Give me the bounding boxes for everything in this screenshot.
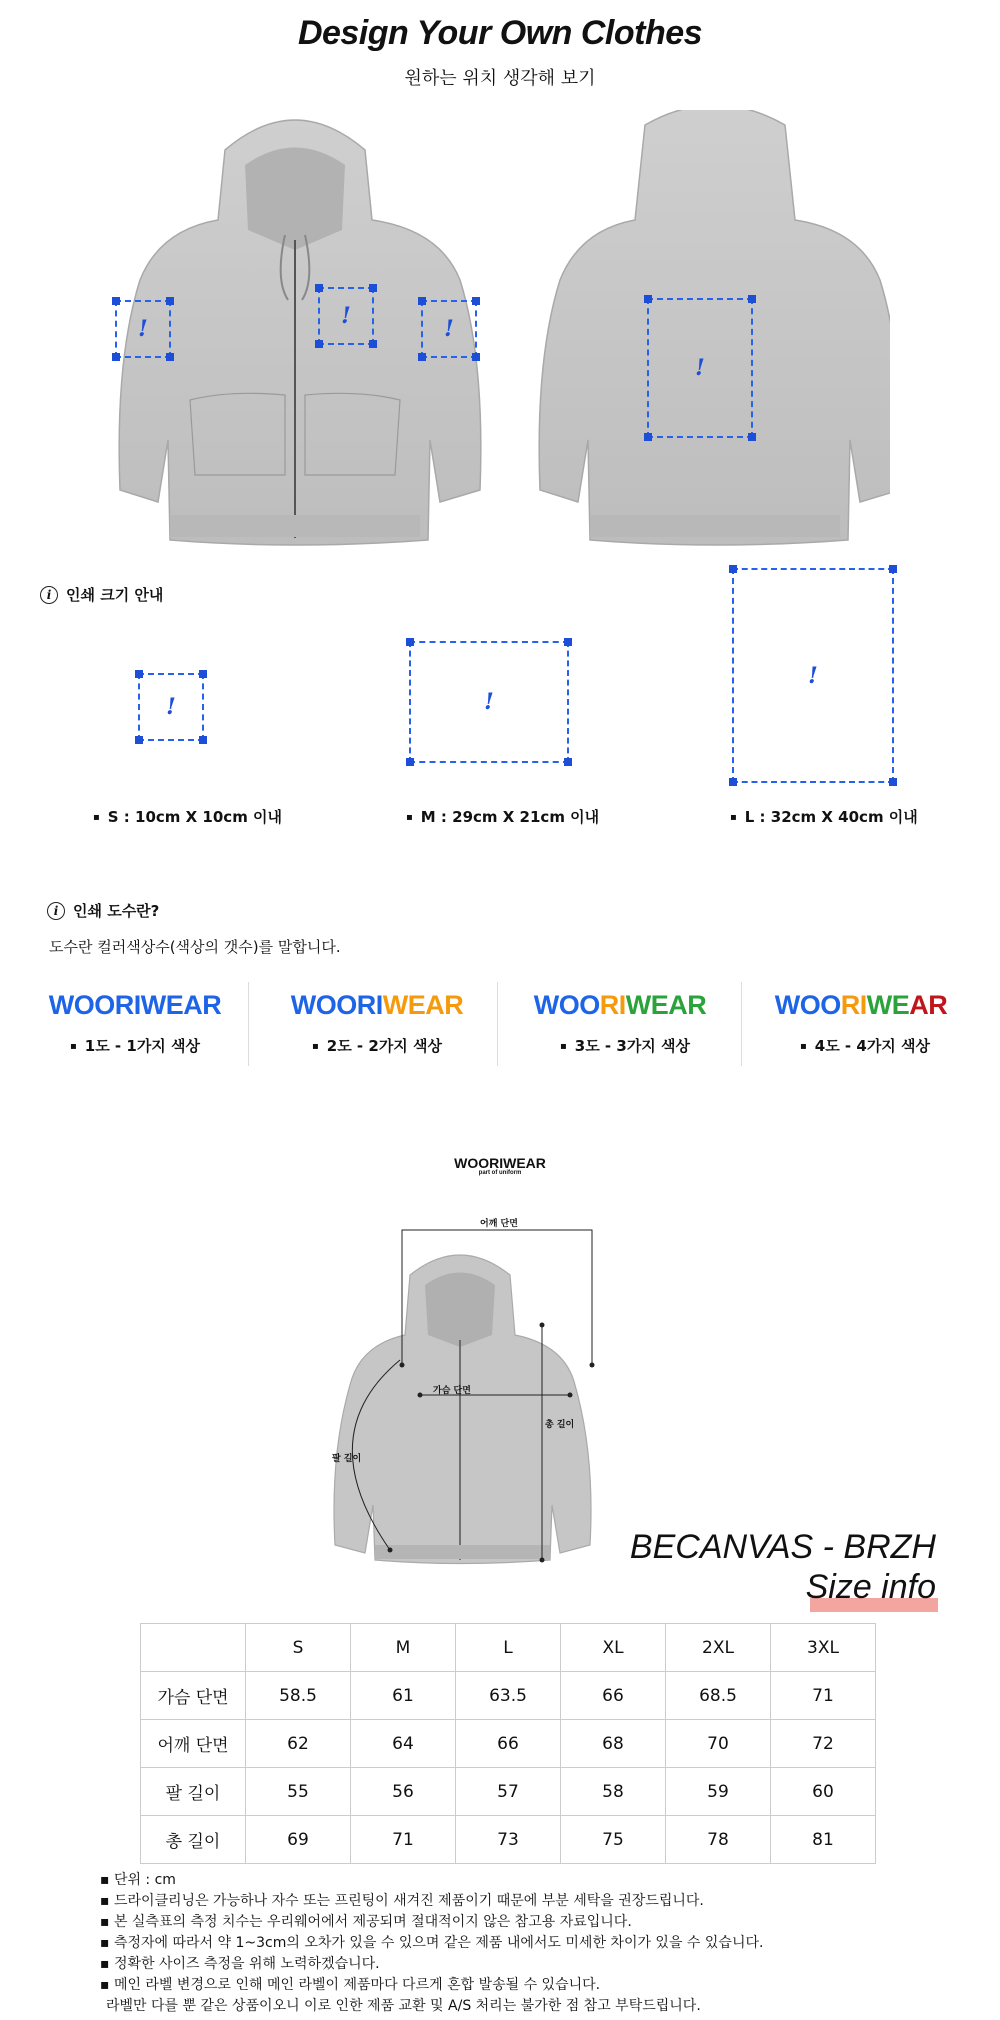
brand-4-color: WOORIWEAR <box>774 990 948 1020</box>
table-cell: 58.5 <box>246 1672 351 1720</box>
table-row <box>141 1816 876 1864</box>
note-item: ▪ 메인 라벨 변경으로 인해 메인 라벨이 제품마다 다르게 혼합 발송될 수 있습니다. <box>100 1977 601 1993</box>
notes-list <box>100 1870 763 2017</box>
table-cell: 73 <box>456 1816 561 1864</box>
exclamation-icon: ! <box>444 316 454 342</box>
note-item: ▪ 드라이클리닝은 가능하나 자수 또는 프린팅이 새겨진 제품이기 때문에 부분 세탁을 권장드립니다. <box>100 1893 704 1909</box>
table-cell: 55 <box>246 1768 351 1816</box>
table-header-row <box>141 1624 876 1672</box>
size-m-label: ▪ M : 29cm X 21cm 이내 <box>406 806 599 827</box>
note-item: ▪ 본 실측표의 측정 치수는 우리웨어에서 제공되며 절대적이지 않은 참고용 자료입니다. <box>100 1914 632 1930</box>
divider <box>741 982 742 1066</box>
brand-3-caption: ▪ 3도 - 3가지 색상 <box>530 1035 720 1056</box>
table-header: S <box>246 1624 351 1672</box>
brand-3-color: WOORIWEAR <box>533 990 707 1020</box>
placement-left-sleeve[interactable] <box>115 300 171 358</box>
table-cell: 70 <box>666 1720 771 1768</box>
label-length: 총 길이 <box>545 1420 575 1430</box>
label-sleeve: 팔 길이 <box>332 1454 362 1464</box>
brand-1-color: WOORIWEAR <box>48 990 222 1020</box>
label-chest: 가슴 단면 <box>433 1386 471 1396</box>
placement-back[interactable] <box>647 298 753 438</box>
table-row <box>141 1672 876 1720</box>
table-cell: 78 <box>666 1816 771 1864</box>
page-title: Design Your Own Clothes <box>297 14 703 52</box>
size-m-box <box>409 641 569 763</box>
note-item: ▪ 정확한 사이즈 측정을 위해 노력하겠습니다. <box>100 1956 380 1972</box>
note-item: ▪ 측정자에 따라서 약 1~3cm의 오차가 있을 수 있으며 같은 제품 내에서도 미세한 차이가 있을 수 있습니다. <box>100 1935 764 1951</box>
table-cell: 68.5 <box>666 1672 771 1720</box>
table-cell: 71 <box>771 1672 876 1720</box>
table-row <box>141 1768 876 1816</box>
row-label: 어깨 단면 <box>141 1720 246 1768</box>
table-cell: 66 <box>561 1672 666 1720</box>
placement-left-chest[interactable] <box>318 287 374 345</box>
note-item: ▪ 단위 : cm <box>100 1872 176 1888</box>
row-label: 총 길이 <box>141 1816 246 1864</box>
measurement-diagram <box>320 1215 650 1570</box>
brand-2-caption: ▪ 2도 - 2가지 색상 <box>282 1035 472 1056</box>
hoodie-front-back-illustration <box>110 110 890 550</box>
print-size-heading: i 인쇄 크기 안내 <box>40 584 163 605</box>
brand-4-caption: ▪ 4도 - 4가지 색상 <box>770 1035 960 1056</box>
exclamation-icon: ! <box>695 355 705 381</box>
table-cell: 58 <box>561 1768 666 1816</box>
table-cell: 56 <box>351 1768 456 1816</box>
exclamation-icon: ! <box>341 303 351 329</box>
table-cell: 75 <box>561 1816 666 1864</box>
table-cell: 81 <box>771 1816 876 1864</box>
exclamation-icon: ! <box>808 662 818 689</box>
table-cell: 68 <box>561 1720 666 1768</box>
note-item: 라벨만 다를 뿐 같은 상품이오니 이로 인한 제품 교환 및 A/S 처리는 불가한 점 참고 부탁드립니다. <box>106 1998 701 2014</box>
hoodie-diagram <box>334 1255 591 1564</box>
table-header: 3XL <box>771 1624 876 1672</box>
info-icon: i <box>47 902 65 920</box>
exclamation-icon: ! <box>166 694 176 720</box>
table-header: XL <box>561 1624 666 1672</box>
table-cell: 64 <box>351 1720 456 1768</box>
page-subtitle: 원하는 위치 생각해 보기 <box>404 68 596 89</box>
size-s-box <box>138 673 204 741</box>
exclamation-icon: ! <box>138 316 148 342</box>
table-cell: 60 <box>771 1768 876 1816</box>
product-name: BECANVAS - BRZH <box>629 1528 936 1566</box>
table-corner <box>141 1624 246 1672</box>
size-l-label: ▪ L : 32cm X 40cm 이내 <box>730 806 918 827</box>
exclamation-icon: ! <box>484 689 494 715</box>
table-cell: 62 <box>246 1720 351 1768</box>
size-table <box>140 1623 876 1864</box>
table-cell: 69 <box>246 1816 351 1864</box>
wooriwear-logo: WOORIWEAR part of uniform <box>454 1155 546 1176</box>
table-cell: 63.5 <box>456 1672 561 1720</box>
table-header: M <box>351 1624 456 1672</box>
table-cell: 57 <box>456 1768 561 1816</box>
table-header: L <box>456 1624 561 1672</box>
size-s-label: ▪ S : 10cm X 10cm 이내 <box>93 806 282 827</box>
placement-right-sleeve[interactable] <box>421 300 477 358</box>
table-row <box>141 1720 876 1768</box>
table-header: 2XL <box>666 1624 771 1672</box>
divider <box>248 982 249 1066</box>
table-cell: 66 <box>456 1720 561 1768</box>
brand-1-caption: ▪ 1도 - 1가지 색상 <box>40 1035 230 1056</box>
size-info-title: Size info <box>805 1568 936 1606</box>
table-cell: 59 <box>666 1768 771 1816</box>
size-l-box <box>732 568 894 783</box>
brand-2-color: WOORIWEAR <box>290 990 464 1020</box>
divider <box>497 982 498 1066</box>
table-cell: 72 <box>771 1720 876 1768</box>
label-shoulder: 어깨 단면 <box>480 1219 518 1229</box>
table-cell: 71 <box>351 1816 456 1864</box>
print-color-heading: i 인쇄 도수란? <box>47 900 159 921</box>
row-label: 가슴 단면 <box>141 1672 246 1720</box>
info-icon: i <box>40 586 58 604</box>
row-label: 팔 길이 <box>141 1768 246 1816</box>
table-cell: 61 <box>351 1672 456 1720</box>
print-color-description: 도수란 컬러색상수(색상의 갯수)를 말합니다. <box>49 938 341 956</box>
